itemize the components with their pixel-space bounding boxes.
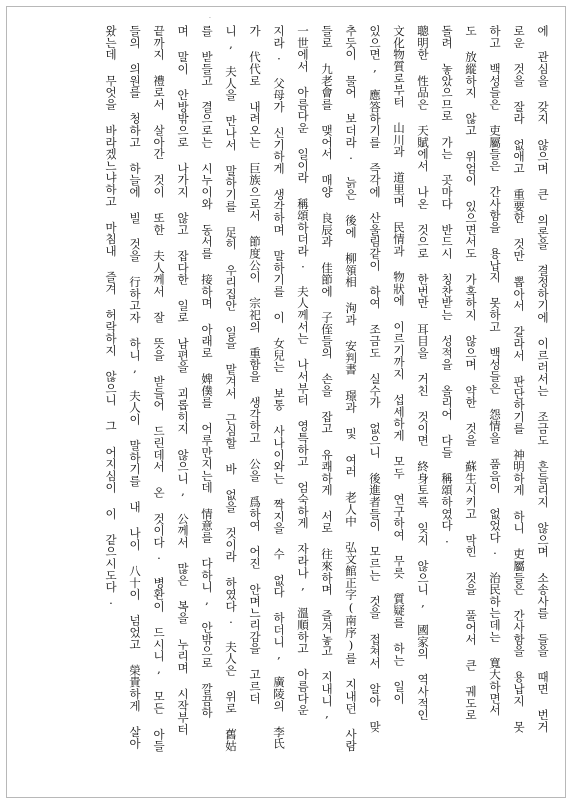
- text-column-4: 도 放縱하지 않고 위엄이 있으면서도 가혹하지 않으며 약한 것을 蘇生시키고 막힌 것을 풀어서 큰 궤도로: [464, 25, 478, 721]
- text-column-14: 니, 夫人을 만나서 말하기를 足히 우리집안 일을 맡겨서 근심할 바 없을 것이라 하였다. 夫人은 위로 舊姑: [224, 25, 238, 752]
- text-column-13: 가 代代로 내려오는 巨族으로서 節度公이 宗祀의 重함을 생각하고 公을 爲하여 어진 안며느리감을 고르더: [248, 25, 262, 704]
- text-column-15: 를 받들고 결으로는 시누이와 동서를 接하며 아래로 婢僕를 어루만지는데 情意를 다하니, 안밖으로 깔끔하: [200, 25, 214, 719]
- text-column-8: 있으면, 應答하기를 즉각에 산울림같이 하여 조금도 실수가 없으니 後進者들이 모르는 것을 접쳐서 알아 맞: [368, 25, 382, 733]
- text-column-2: 로운 것을 잘라 없애고 重要한 것만 뽑아서 갈라서 판단하기를 神明하게 하니 吏屬들은 간사함을 용납지 못: [512, 25, 526, 733]
- page-speck-mark: ·: [209, 15, 211, 22]
- text-column-18: 들의 의원를 청하고 하늘에 빌 것을 行하고자 하니, 夫人이 말하기를 내 나이 八十이 넘었고 榮貴하게 살아: [128, 25, 142, 750]
- text-column-11: 一世에서 아름다운 일이라 稱頌하더라. 夫人께서는 나서부터 영특하고 엄숙하게 자라나, 溫順하고 아름다운: [296, 25, 310, 716]
- text-column-17: 끝까지 禮로서 살아간 것이 또한 夫人께서 잘 뜻을 받들어 드린데서 온 것이다. 병환이 드시니, 모든 아들: [152, 25, 166, 752]
- document-page: [6, 6, 566, 798]
- text-column-1: 에 관심을 갖지 않으며 큰 의론을 결정하기에 이르러서는 조금도 흔들리지 않으며 소송사를 들을 때면 번거: [536, 25, 550, 733]
- text-column-7: 文化物質로부터 山川과 道里며 民情과 物狀에 이르기까지 섭세하게 모두 연구하여 무릇 質疑를 하는 일이: [392, 25, 406, 704]
- text-column-3: 하고 백성들은 吏屬들은 간사함을 용납지 못하고 백성들은 怨情을 품음이 없었다. 治民하는데는 寬大하면서: [488, 25, 502, 716]
- text-column-6: 聰明한 性品은 天賦에서 나온 것으로 한번만 耳目을 거친 것이면 終身토록 잊지 않으니, 國家의 역사적인: [416, 25, 430, 721]
- text-column-10: 들로 九老會를 맺어서 매양 良辰과 佳節에 子侄들의 손을 잡고 유쾌하게 서로 往來하며 즐겨놓고 지내니,: [320, 25, 334, 721]
- text-column-9: 추듯이 물어 보더라. 늙은 後에 柳領相 洵과 安判書 璟과 및 여러 老人中 弘文館正字(南序)를 지내던 사람: [344, 25, 358, 752]
- text-column-12: 지라. 父母가 신기하게 생각하며 말하기를 이 女兒는 보통 사나이와는 짝지을 수 없다 하더니, 廣陵의 李氏: [272, 25, 286, 750]
- vertical-text-body: [39, 25, 551, 785]
- text-column-19: 왔는데 무엇을 바라겠느냐하고 마침내 즐겨 허락하지 않으니 그 어지심이 이 같으시도다.: [104, 25, 118, 608]
- text-column-5: 돌려 놓았으므로 가는 곳마다 반드시 칭찬받는 성적을 올리어 다들 稱頌하였다.: [440, 25, 454, 546]
- text-column-16: 며 말이 안방밖으로 나가지 않고 잡다한 일로 남편을 괴롭히지 않으니, 公께서 많은 복을 누리며 시작부터: [176, 25, 190, 736]
